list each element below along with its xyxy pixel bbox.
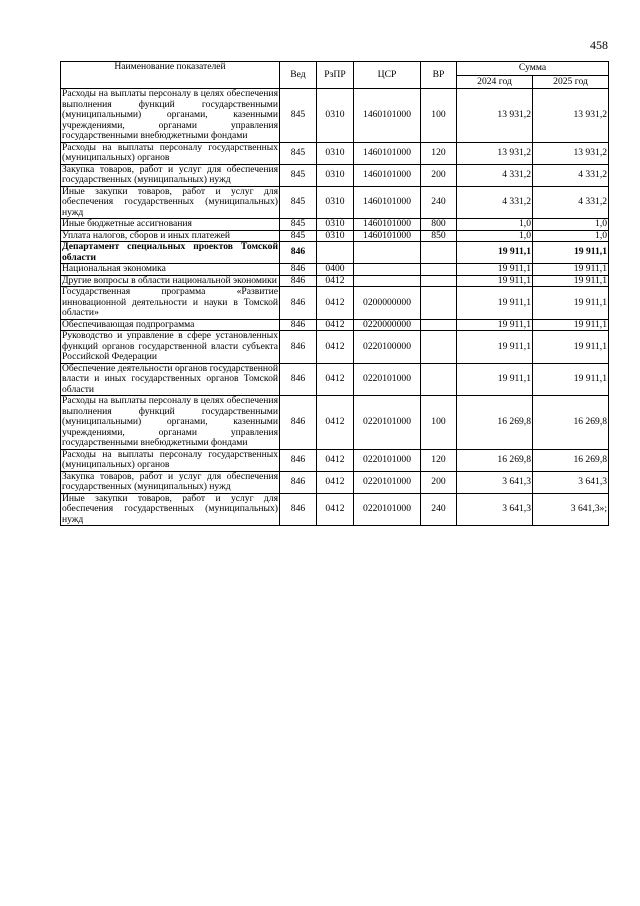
- row-ved: 846: [280, 449, 317, 471]
- row-name: Расходы на выплаты персоналу в целях обеспечения выполнения функций государственными (муниципальными) органами, казенными учреждениями, органами управления государственными внебюджетными фондами: [62, 395, 278, 448]
- row-vr: 200: [421, 164, 457, 186]
- row-vr: 800: [421, 219, 457, 231]
- row-ved: 845: [280, 164, 317, 186]
- header-csr: ЦСР: [354, 62, 421, 89]
- row-csr: 0220101000: [354, 493, 421, 526]
- row-vr: 100: [421, 396, 457, 450]
- table-row: [61, 363, 609, 396]
- row-name: Государственная программа «Развитие инновационной деятельности и науки в Томской области»: [62, 286, 278, 318]
- row-sum-2024: 19 911,1: [457, 242, 533, 264]
- row-name: Закупка товаров, работ и услуг для обеспечения государственных (муниципальных) нужд: [62, 163, 278, 185]
- row-sum-2025: 19 911,1: [533, 275, 609, 287]
- row-sum-2025: 19 911,1: [533, 264, 609, 276]
- row-csr: 1460101000: [354, 164, 421, 186]
- table-row: [61, 396, 609, 450]
- row-sum-2024: 1,0: [457, 230, 533, 242]
- table-row: [61, 264, 609, 276]
- row-sum-2024: 19 911,1: [457, 363, 533, 396]
- row-name: Обеспечение деятельности органов государственной власти и иных государственных органов Томской области: [62, 362, 278, 395]
- row-csr: 1460101000: [354, 219, 421, 231]
- row-name: Уплата налогов, сборов и иных платежей: [61, 230, 280, 242]
- header-name: Наименование показателей: [61, 62, 280, 89]
- table-row: [61, 331, 609, 364]
- table-row: [61, 186, 609, 219]
- row-csr: 0220101000: [354, 471, 421, 493]
- row-sum-2025: 13 931,2: [533, 142, 609, 164]
- row-csr: 0220101000: [354, 363, 421, 396]
- header-sum: Сумма: [457, 62, 609, 76]
- row-ved: 846: [280, 471, 317, 493]
- table-row: [61, 230, 609, 242]
- row-sum-2025: 19 911,1: [533, 319, 609, 331]
- row-sum-2024: 3 641,3: [457, 493, 533, 526]
- row-csr: [354, 242, 421, 264]
- row-name: Расходы на выплаты персоналу в целях обеспечения выполнения функций государственными (муниципальными) органами, казенными учреждениями, органами управления государственными внебюджетными фондами: [62, 88, 278, 141]
- row-rzpr: 0310: [317, 164, 354, 186]
- table-body: [61, 89, 609, 526]
- table-row: [61, 471, 609, 493]
- row-name: Другие вопросы в области национальной экономики: [61, 275, 280, 287]
- row-ved: 846: [280, 287, 317, 320]
- table-row: [61, 219, 609, 231]
- row-name: Департамент специальных проектов Томской области: [62, 241, 278, 263]
- row-rzpr: [317, 242, 354, 264]
- row-rzpr: 0310: [317, 142, 354, 164]
- row-csr: 0220101000: [354, 396, 421, 450]
- row-csr: 1460101000: [354, 142, 421, 164]
- row-sum-2024: 16 269,8: [457, 396, 533, 450]
- row-csr: 0220101000: [354, 449, 421, 471]
- row-sum-2025: 4 331,2: [533, 186, 609, 219]
- header-rzpr: РзПР: [317, 62, 354, 89]
- row-sum-2025: 1,0: [533, 230, 609, 242]
- row-name: Руководство и управление в сфере установленных функций органов государственной власти субъекта Российской Федерации: [62, 330, 278, 362]
- row-ved: 846: [280, 275, 317, 287]
- row-vr: 240: [421, 493, 457, 526]
- table-row: [61, 242, 609, 264]
- row-ved: 845: [280, 230, 317, 242]
- row-sum-2024: 4 331,2: [457, 186, 533, 219]
- row-sum-2024: 19 911,1: [457, 331, 533, 364]
- row-vr: 120: [421, 142, 457, 164]
- row-sum-2024: 4 331,2: [457, 164, 533, 186]
- row-rzpr: 0412: [317, 396, 354, 450]
- row-sum-2024: 3 641,3: [457, 471, 533, 493]
- table-row: [61, 319, 609, 331]
- row-rzpr: 0400: [317, 264, 354, 276]
- row-vr: [421, 287, 457, 320]
- row-sum-2024: 19 911,1: [457, 264, 533, 276]
- row-ved: 845: [280, 142, 317, 164]
- table-row: [61, 275, 609, 287]
- row-sum-2025: 16 269,8: [533, 396, 609, 450]
- row-sum-2025: 16 269,8: [533, 449, 609, 471]
- row-csr: 0220100000: [354, 331, 421, 364]
- budget-table: [60, 61, 609, 526]
- row-name: Обеспечивающая подпрограмма: [61, 319, 280, 331]
- row-rzpr: 0310: [317, 89, 354, 143]
- row-ved: 845: [280, 219, 317, 231]
- row-csr: 1460101000: [354, 186, 421, 219]
- row-name: Расходы на выплаты персоналу государственных (муниципальных) органов: [62, 141, 278, 163]
- row-rzpr: 0412: [317, 319, 354, 331]
- table-row: [61, 142, 609, 164]
- page-number: 458: [590, 38, 608, 52]
- row-sum-2025: 13 931,2: [533, 89, 609, 143]
- row-rzpr: 0310: [317, 219, 354, 231]
- header-year-2024: 2024 год: [457, 76, 533, 89]
- row-ved: 846: [280, 363, 317, 396]
- header-year-2025: 2025 год: [533, 76, 609, 89]
- row-name: Иные закупки товаров, работ и услуг для обеспечения государственных (муниципальных) нужд: [62, 185, 278, 218]
- row-ved: 846: [280, 493, 317, 526]
- row-ved: 846: [280, 396, 317, 450]
- row-sum-2025: 19 911,1: [533, 242, 609, 264]
- row-name: Закупка товаров, работ и услуг для обеспечения государственных (муниципальных) нужд: [62, 470, 278, 492]
- row-sum-2025: 3 641,3: [533, 471, 609, 493]
- row-sum-2024: 19 911,1: [457, 275, 533, 287]
- row-rzpr: 0412: [317, 493, 354, 526]
- row-sum-2025: 19 911,1: [533, 287, 609, 320]
- row-sum-2024: 16 269,8: [457, 449, 533, 471]
- table-row: [61, 493, 609, 526]
- table-row: [61, 164, 609, 186]
- row-name: Иные закупки товаров, работ и услуг для обеспечения государственных (муниципальных) нужд: [62, 492, 278, 525]
- row-vr: [421, 319, 457, 331]
- table-row: [61, 287, 609, 320]
- row-ved: 846: [280, 319, 317, 331]
- row-rzpr: 0412: [317, 363, 354, 396]
- header-vr: ВР: [421, 62, 457, 89]
- row-vr: [421, 363, 457, 396]
- row-csr: 1460101000: [354, 230, 421, 242]
- row-csr: 0220000000: [354, 319, 421, 331]
- table-row: [61, 449, 609, 471]
- row-vr: [421, 275, 457, 287]
- row-csr: 0200000000: [354, 287, 421, 320]
- row-sum-2025: 19 911,1: [533, 363, 609, 396]
- row-vr: 120: [421, 449, 457, 471]
- row-rzpr: 0310: [317, 230, 354, 242]
- row-sum-2025: 3 641,3»;: [533, 493, 609, 526]
- row-name: Расходы на выплаты персоналу государственных (муниципальных) органов: [62, 448, 278, 470]
- row-sum-2024: 13 931,2: [457, 89, 533, 143]
- row-sum-2025: 4 331,2: [533, 164, 609, 186]
- row-vr: 100: [421, 89, 457, 143]
- row-ved: 846: [280, 242, 317, 264]
- row-sum-2024: 13 931,2: [457, 142, 533, 164]
- row-vr: [421, 331, 457, 364]
- table-row: [61, 89, 609, 143]
- row-vr: 240: [421, 186, 457, 219]
- row-sum-2025: 1,0: [533, 219, 609, 231]
- row-sum-2024: 1,0: [457, 219, 533, 231]
- row-ved: 846: [280, 264, 317, 276]
- row-rzpr: 0412: [317, 331, 354, 364]
- row-vr: 850: [421, 230, 457, 242]
- row-csr: [354, 264, 421, 276]
- row-vr: [421, 242, 457, 264]
- row-name: Национальная экономика: [61, 264, 280, 276]
- row-rzpr: 0412: [317, 471, 354, 493]
- row-csr: 1460101000: [354, 89, 421, 143]
- row-sum-2024: 19 911,1: [457, 319, 533, 331]
- row-ved: 846: [280, 331, 317, 364]
- row-name: Иные бюджетные ассигнования: [61, 219, 280, 231]
- row-rzpr: 0412: [317, 287, 354, 320]
- row-vr: 200: [421, 471, 457, 493]
- row-rzpr: 0412: [317, 275, 354, 287]
- row-ved: 845: [280, 89, 317, 143]
- row-rzpr: 0310: [317, 186, 354, 219]
- row-csr: [354, 275, 421, 287]
- row-sum-2025: 19 911,1: [533, 331, 609, 364]
- row-rzpr: 0412: [317, 449, 354, 471]
- header-ved: Вед: [280, 62, 317, 89]
- row-sum-2024: 19 911,1: [457, 287, 533, 320]
- row-ved: 845: [280, 186, 317, 219]
- row-vr: [421, 264, 457, 276]
